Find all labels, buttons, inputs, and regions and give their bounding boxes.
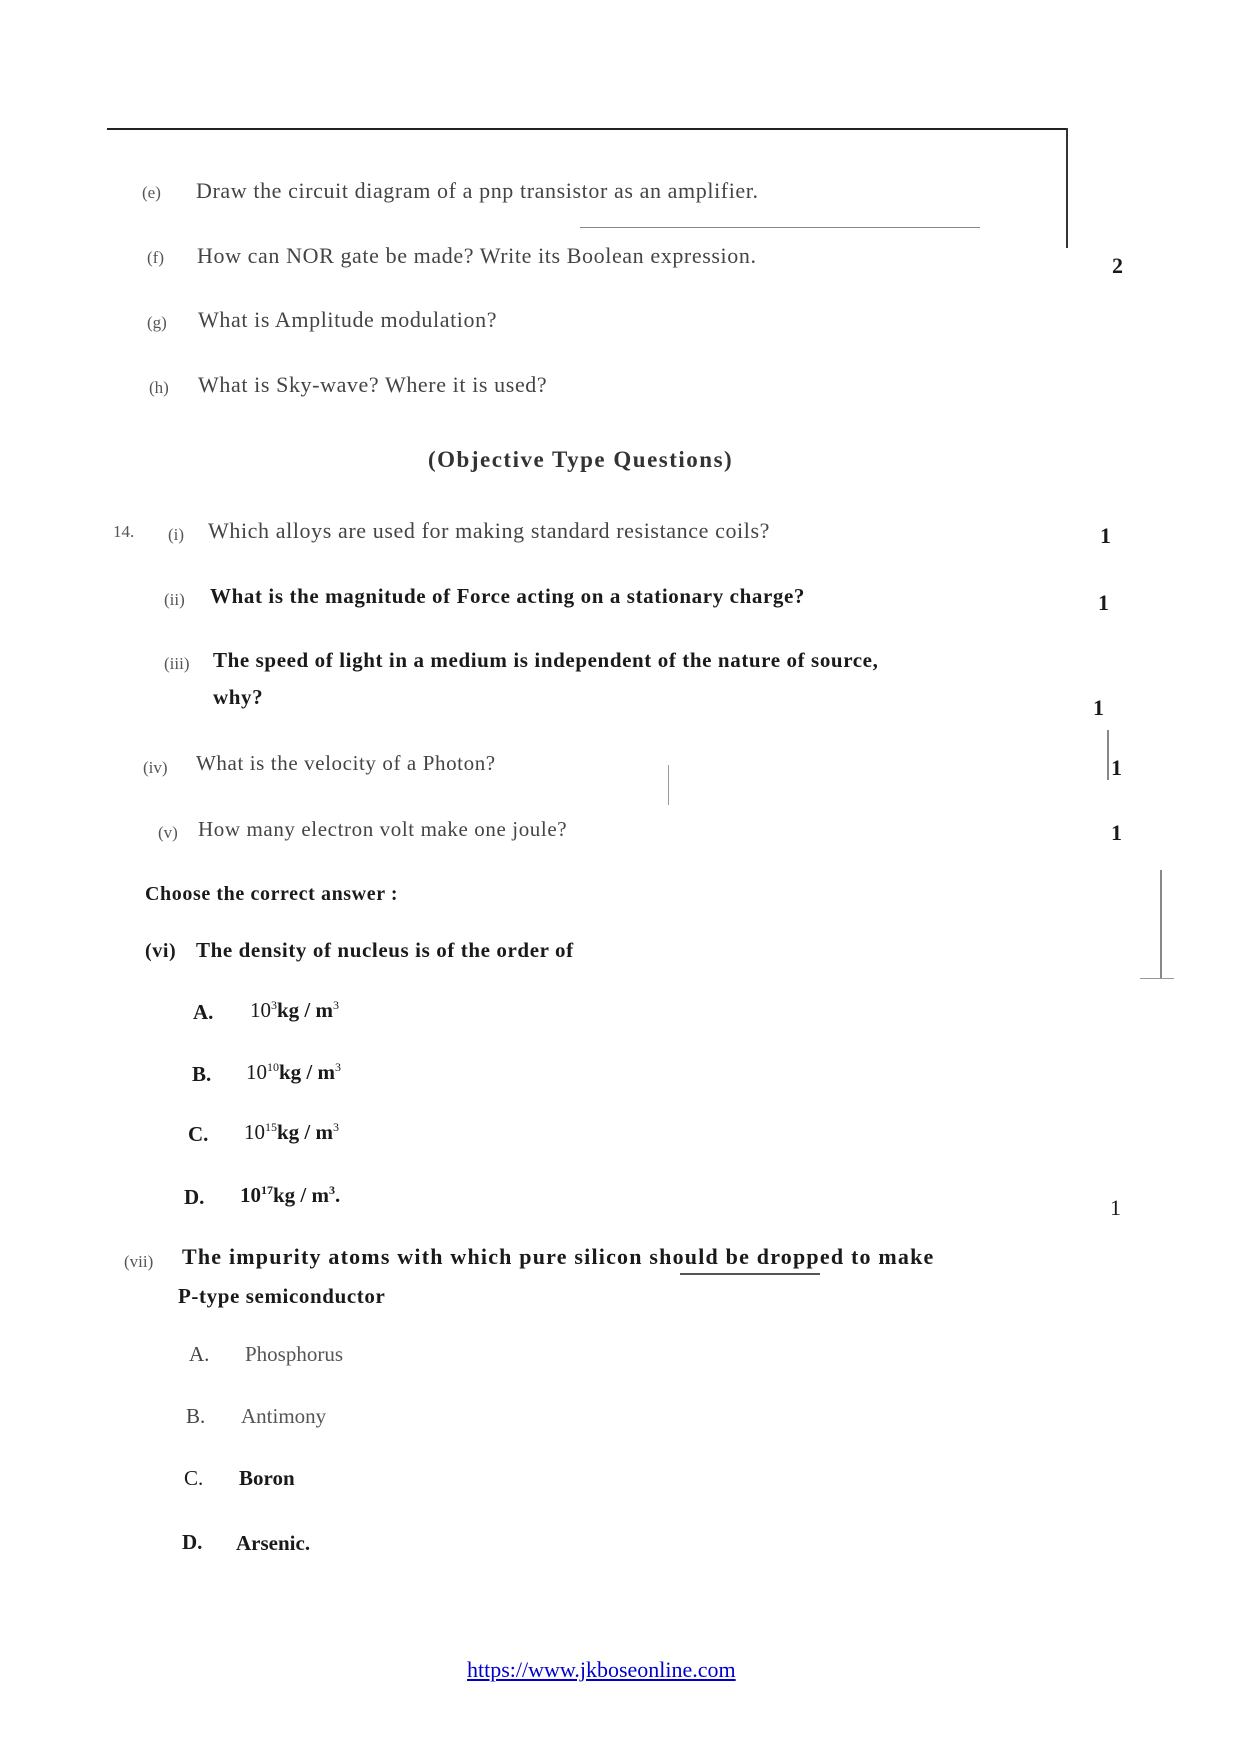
option-value: $10^3kg / m^3$ — [250, 998, 340, 1022]
option-value: $10^{17}kg / m^3$. — [240, 1183, 341, 1207]
option-value: $10^{10}kg / m^3$ — [246, 1060, 342, 1084]
option-text: Arsenic. — [236, 1531, 311, 1555]
footer-website-link[interactable]: https://www.jkboseonline.com — [467, 1657, 736, 1682]
question-text-continued: why? — [213, 685, 264, 709]
scan-border-right — [1066, 128, 1068, 248]
instruction-heading: Choose the correct answer : — [145, 883, 399, 905]
question-text: The speed of light in a medium is independent of the nature of source, — [213, 648, 879, 672]
marks-value: 2 — [1112, 253, 1123, 278]
option-value: $10^{15}kg / m^3$ — [244, 1120, 340, 1144]
option-text: Boron — [239, 1466, 295, 1490]
marks-value: 1 — [1100, 523, 1111, 548]
option-letter: C. — [184, 1466, 204, 1490]
option-letter: B. — [192, 1062, 212, 1086]
option-text: Phosphorus — [245, 1342, 344, 1366]
question-text: How can NOR gate be made? Write its Boolean expression. — [197, 243, 757, 268]
scan-border-top — [107, 128, 1067, 130]
option-letter: A. — [189, 1342, 210, 1366]
question-label: (h) — [149, 378, 169, 397]
question-label: (iv) — [143, 758, 168, 777]
scan-mark — [1140, 978, 1174, 979]
marks-value: 1 — [1111, 820, 1122, 845]
question-label: (g) — [147, 313, 167, 332]
question-label: (f) — [147, 248, 164, 267]
question-number: 14. — [113, 522, 135, 541]
question-label: (vi) — [145, 940, 177, 962]
option-letter: D. — [182, 1530, 203, 1554]
marks-value: 1 — [1093, 695, 1104, 720]
scan-mark — [668, 765, 669, 805]
question-text: The impurity atoms with which pure silicon should be dropped to make — [182, 1244, 935, 1269]
question-text: The density of nucleus is of the order of — [196, 938, 574, 962]
scan-mark — [680, 1273, 820, 1275]
scan-mark — [1107, 730, 1109, 780]
question-label: (ii) — [164, 590, 185, 609]
question-label: (i) — [168, 525, 185, 544]
question-text: What is Sky-wave? Where it is used? — [198, 372, 548, 397]
question-text: How many electron volt make one joule? — [198, 817, 568, 841]
section-title: (Objective Type Questions) — [428, 447, 734, 472]
scan-mark — [580, 227, 980, 228]
question-text: Draw the circuit diagram of a pnp transistor as an amplifier. — [196, 178, 759, 203]
option-letter: D. — [184, 1185, 205, 1209]
scan-mark — [1160, 870, 1162, 978]
question-text: What is the velocity of a Photon? — [196, 751, 496, 775]
question-text: What is the magnitude of Force acting on a stationary charge? — [210, 584, 805, 608]
question-text-continued: P-type semiconductor — [178, 1284, 386, 1308]
option-text: Antimony — [241, 1404, 327, 1428]
question-text: What is Amplitude modulation? — [198, 307, 498, 332]
question-label: (e) — [142, 183, 161, 202]
option-letter: C. — [188, 1122, 209, 1146]
question-label: (vii) — [124, 1252, 154, 1271]
question-label: (v) — [158, 823, 178, 842]
option-letter: B. — [186, 1404, 206, 1428]
marks-value: 1 — [1110, 1195, 1121, 1220]
question-label: (iii) — [164, 654, 190, 673]
question-text: Which alloys are used for making standard resistance coils? — [208, 518, 770, 543]
marks-value: 1 — [1111, 755, 1122, 780]
option-letter: A. — [193, 1000, 214, 1024]
marks-value: 1 — [1098, 590, 1109, 615]
